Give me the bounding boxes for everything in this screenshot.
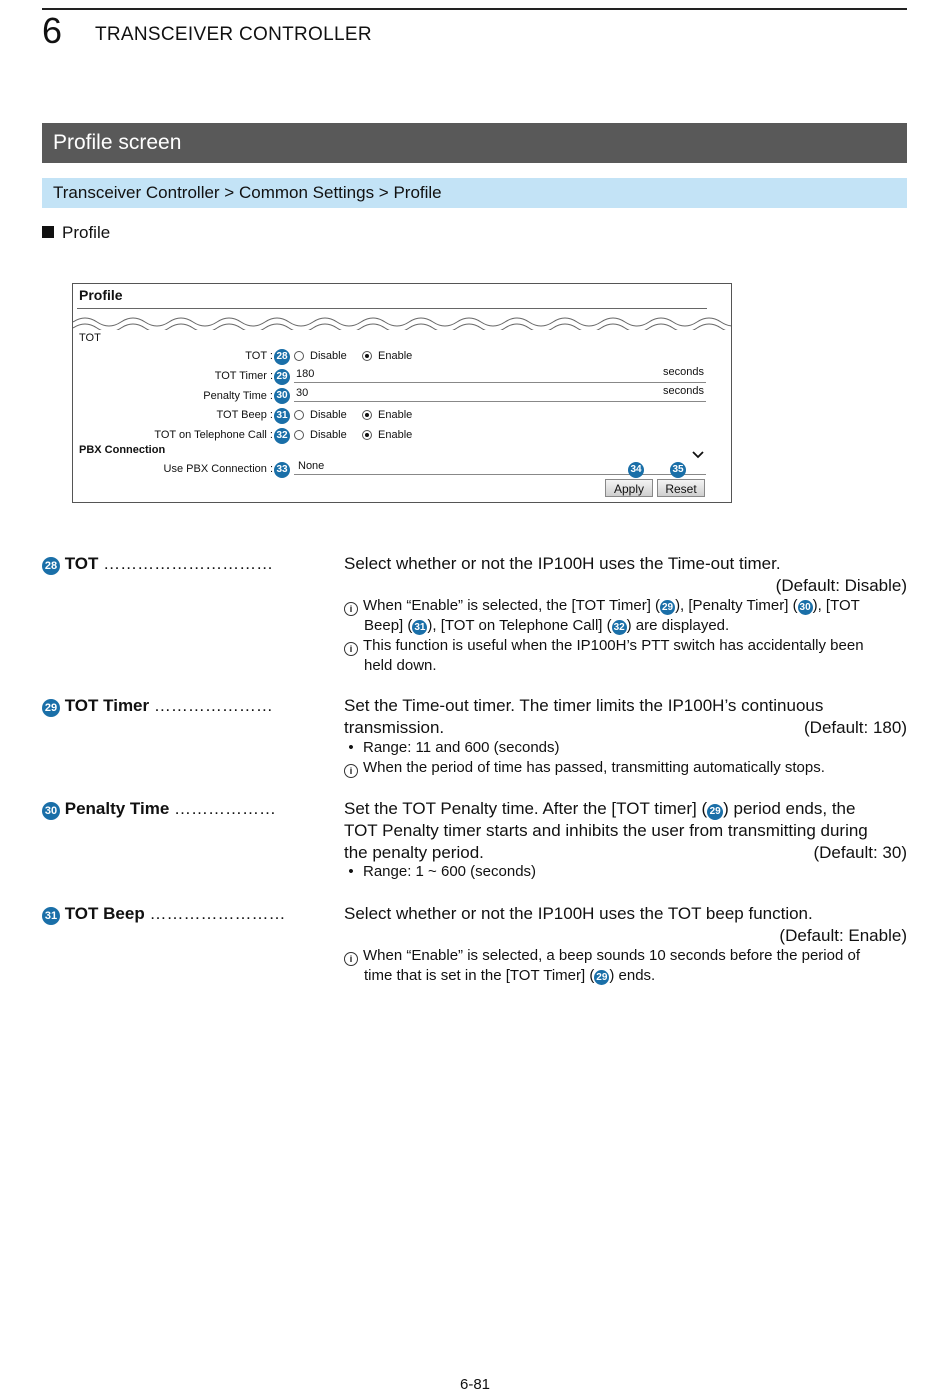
tot-beep-disable-label: Disable: [310, 409, 347, 421]
penalty-time-label: Penalty Time :: [203, 390, 273, 402]
tot-call-label: TOT on Telephone Call :: [154, 429, 273, 441]
callout-34: 34: [628, 462, 644, 478]
breadcrumb: Transceiver Controller > Common Settings > Profile: [42, 178, 907, 208]
note-text: time that is set in the [TOT Timer] (: [364, 967, 595, 984]
desc-tot-beep: [344, 903, 907, 947]
callout-31: 31: [414, 622, 426, 633]
term-penalty-time-label: Penalty Time: [64, 799, 170, 818]
tot-call-enable-radio[interactable]: [362, 430, 372, 440]
tot-timer-label: TOT Timer :: [214, 370, 273, 382]
term-tot-label: TOT: [64, 554, 99, 573]
note-penalty-time: [344, 862, 907, 882]
subheading-text: Profile: [62, 223, 111, 242]
term-tot-timer-label: TOT Timer: [64, 696, 150, 715]
info-icon: i: [344, 952, 358, 966]
desc-penalty-time: [344, 798, 907, 864]
note-text: This function is useful when the IP100H’s PTT switch has accidentally been: [363, 637, 864, 654]
callout-28: 28: [42, 557, 60, 575]
group-pbx: PBX Connection: [79, 444, 166, 456]
tot-call-disable-label: Disable: [310, 429, 347, 441]
square-bullet-icon: [42, 226, 54, 238]
group-tot: TOT: [79, 332, 101, 344]
desc-text: the penalty period.: [344, 843, 484, 862]
callout-32: 32: [274, 428, 290, 444]
chevron-down-icon: [692, 451, 704, 459]
default-tot-timer: (Default: 180): [804, 718, 907, 737]
callout-31: 31: [42, 907, 60, 925]
tot-disable-radio[interactable]: [294, 351, 304, 361]
chapter-number: 6: [42, 10, 63, 51]
callout-33: 33: [274, 462, 290, 478]
tot-timer-input[interactable]: [294, 368, 706, 383]
note-tot-timer: [344, 738, 907, 778]
apply-button[interactable]: Apply: [605, 479, 653, 497]
penalty-time-input[interactable]: [294, 387, 706, 402]
callout-35: 35: [670, 462, 686, 478]
term-dots: ………………: [174, 799, 277, 818]
tot-enable-label: Enable: [378, 350, 413, 362]
note-text: ), [TOT on Telephone Call] (: [427, 617, 612, 634]
tot-disable-label: Disable: [310, 350, 347, 362]
note-text: When the period of time has passed, transmitting automatically stops.: [363, 759, 825, 776]
callout-29: 29: [42, 699, 60, 717]
desc-text: TOT Penalty timer starts and inhibits the user from transmitting during: [344, 821, 868, 840]
desc-text: Set the TOT Penalty time. After the [TOT timer] (: [344, 799, 708, 818]
note-text: When “Enable” is selected, the [TOT Timer] (: [363, 597, 661, 614]
default-tot-beep: (Default: Enable): [779, 926, 907, 945]
note-text: ) ends.: [609, 967, 656, 984]
tot-timer-unit: seconds: [663, 366, 704, 378]
term-dots: ……………………: [149, 904, 286, 923]
torn-edge-icon: [73, 308, 732, 330]
desc-tot-timer-text: Set the Time-out timer. The timer limits the IP100H’s continuous: [344, 696, 824, 715]
desc-tot-text: Select whether or not the IP100H uses the Time-out timer.: [344, 554, 781, 573]
tot-beep-label: TOT Beep :: [216, 409, 273, 421]
desc-tot: [344, 553, 907, 597]
tot-beep-enable-label: Enable: [378, 409, 413, 421]
page-number: 6-81: [459, 1376, 491, 1393]
callout-29: 29: [707, 804, 723, 820]
note-tot-1: [344, 596, 907, 676]
tot-call-disable-radio[interactable]: [294, 430, 304, 440]
note-text: Range: 11 and 600 (seconds): [363, 739, 560, 756]
callout-29: 29: [274, 369, 290, 385]
desc-tot-timer-text-2: transmission.: [344, 718, 445, 737]
tot-call-enable-label: Enable: [378, 429, 413, 441]
bullet-icon: •: [348, 739, 354, 756]
callout-29: 29: [596, 972, 608, 983]
note-tot-beep: [344, 946, 907, 986]
tot-enable-radio[interactable]: [362, 351, 372, 361]
tot-label: TOT :: [245, 350, 273, 362]
callout-32: 32: [613, 622, 625, 633]
tot-timer-value: 180: [296, 368, 315, 380]
tot-beep-enable-radio[interactable]: [362, 410, 372, 420]
desc-tot-timer: [344, 695, 907, 739]
term-dots: …………………………: [103, 554, 274, 573]
default-penalty-time: (Default: 30): [813, 843, 907, 862]
penalty-time-unit: seconds: [663, 385, 704, 397]
term-tot: [42, 553, 292, 575]
bullet-icon: •: [348, 863, 354, 880]
top-rule: [42, 8, 907, 10]
pbx-select[interactable]: [294, 460, 706, 475]
callout-31: 31: [274, 408, 290, 424]
term-tot-beep: [42, 903, 292, 925]
default-tot: (Default: Disable): [775, 576, 907, 595]
term-tot-timer: [42, 695, 292, 717]
tot-beep-disable-radio[interactable]: [294, 410, 304, 420]
callout-29: 29: [662, 602, 674, 613]
note-text: Range: 1 ~ 600 (seconds): [363, 863, 537, 880]
callout-30: 30: [274, 388, 290, 404]
profile-screenshot: [72, 283, 732, 503]
info-icon: i: [344, 602, 358, 616]
note-text: ), [Penalty Timer] (: [675, 597, 798, 614]
callout-30: 30: [42, 802, 60, 820]
subheading: [42, 223, 110, 243]
section-title: Profile screen: [42, 123, 907, 163]
note-text: ), [TOT: [812, 597, 860, 614]
desc-tot-beep-text: Select whether or not the IP100H uses the TOT beep function.: [344, 904, 813, 923]
note-text: ) are displayed.: [626, 617, 730, 634]
callout-28: 28: [274, 349, 290, 365]
info-icon: i: [344, 764, 358, 778]
panel-title: Profile: [79, 287, 123, 303]
pbx-label: Use PBX Connection :: [163, 463, 273, 475]
term-dots: …………………: [153, 696, 273, 715]
term-tot-beep-label: TOT Beep: [64, 904, 145, 923]
info-icon: i: [344, 642, 358, 656]
term-penalty-time: [42, 798, 292, 820]
penalty-time-value: 30: [296, 387, 309, 399]
reset-button[interactable]: Reset: [657, 479, 705, 497]
chapter-title: TRANSCEIVER CONTROLLER: [95, 24, 372, 45]
desc-text: ) period ends, the: [723, 799, 856, 818]
note-text: When “Enable” is selected, a beep sounds 10 seconds before the period of: [363, 947, 860, 964]
pbx-select-value: None: [298, 460, 325, 472]
note-text: Beep] (: [364, 617, 413, 634]
callout-30: 30: [799, 602, 811, 613]
note-text: held down.: [364, 657, 437, 674]
